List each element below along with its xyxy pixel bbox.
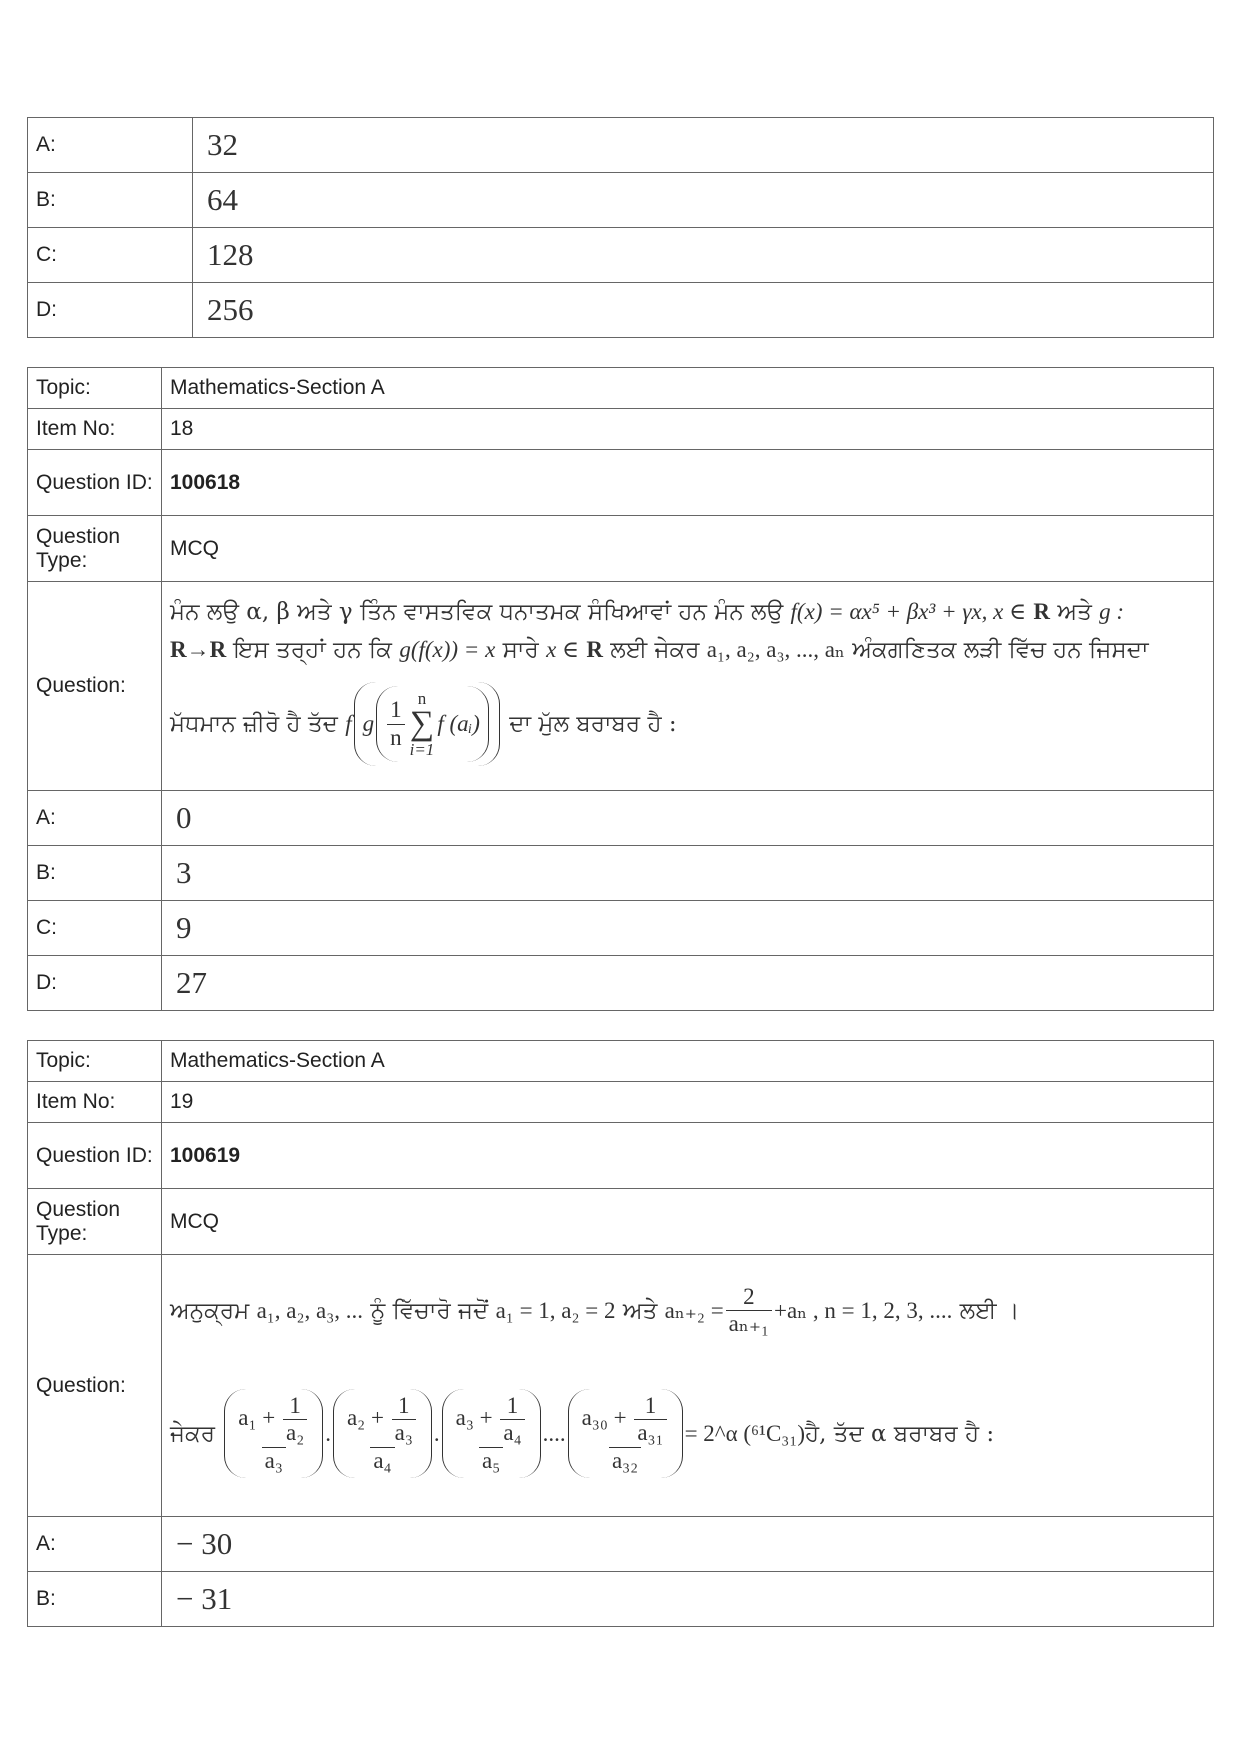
item-no-label: Item No:	[28, 409, 162, 450]
q19-factor-4-fraction	[579, 1393, 672, 1474]
q18-text-line2-d: ਅੰਕਗਣਿਤਕ ਲੜੀ ਵਿੱਚ ਹਨ ਜਿਸਦਾ	[852, 637, 1149, 663]
q19-question-id-value: 100619	[162, 1123, 1214, 1189]
q19-factor-2	[333, 1389, 432, 1478]
q19-text-line2-b: ਹੈ, ਤੱਦ α ਬਰਾਬਰ ਹੈ :	[805, 1420, 995, 1447]
q18-summation-lower: i=1	[409, 740, 435, 759]
q19-factor-3-inner	[500, 1393, 524, 1447]
q18-function-g-symbol: g :	[1099, 599, 1125, 624]
question-id-label: Question ID:	[28, 450, 162, 516]
q19-ellipsis: ....	[542, 1420, 566, 1446]
option-c-label: C:	[28, 228, 193, 283]
q19-text-line1-c: ਲਈ ।	[959, 1297, 1020, 1324]
q19-option-a-value: − 30	[162, 1517, 1214, 1572]
q18-function-f-definition: f(x) = αx⁵ + βx³ + γx, x ∈	[790, 599, 1027, 624]
q17-options-table	[27, 117, 1214, 338]
q19-factor-2-fraction	[344, 1393, 421, 1474]
q18-item-no-value: 18	[162, 409, 1214, 450]
q18-question-text	[162, 582, 1214, 791]
q18-text-line3-a: ਮੱਧਮਾਨ ਜ਼ੀਰੋ ਹੈ ਤੱਦ	[170, 711, 338, 737]
q18-one-over-n	[387, 697, 405, 751]
q18-mapping-r-to-r: R→R	[170, 637, 227, 662]
q18-option-b-value: 3	[162, 846, 1214, 901]
q19-initial-terms: a₁ = 1, a₂ = 2	[495, 1297, 616, 1323]
q19-rhs: = 2^α (⁶¹C₃₁)	[684, 1420, 805, 1446]
q19-factor-1-inner-num: 1	[289, 1392, 301, 1418]
q19-option-b-value: − 31	[162, 1572, 1214, 1627]
q19-factor-1-num-text: a₁ +	[238, 1405, 276, 1431]
q19-item-no-value: 19	[162, 1082, 1214, 1123]
q18-summation	[410, 690, 435, 758]
q19-factor-1	[224, 1389, 323, 1478]
q19-factor-2-inner-num: 1	[398, 1392, 410, 1418]
q18-option-d-value: 27	[162, 956, 1214, 1011]
q18-one-over-n-numerator: 1	[390, 697, 402, 723]
question-id-label: Question ID:	[28, 1123, 162, 1189]
q19-factor-1-fraction	[235, 1393, 312, 1474]
q19-text-line1-a: ਅਨੁਕ੍ਰਮ	[170, 1297, 250, 1324]
option-a-label: A:	[28, 791, 162, 846]
q18-text-line3-b: ਦਾ ਮੁੱਲ ਬਰਾਬਰ ਹੈ :	[509, 711, 677, 737]
option-d-label: D:	[28, 956, 162, 1011]
q18-inner-bracket	[376, 686, 489, 762]
question-label: Question:	[28, 1255, 162, 1517]
q19-factor-4-inner-num: 1	[644, 1392, 657, 1418]
question-type-label: Question Type:	[28, 516, 162, 582]
topic-label: Topic:	[28, 1041, 162, 1082]
q19-recurrence-fraction	[726, 1284, 772, 1338]
q19-topic-value: Mathematics-Section A	[162, 1041, 1214, 1082]
q18-summation-sigma: ∑	[409, 705, 435, 742]
q19-text-and: ਅਤੇ	[622, 1297, 658, 1324]
q18-option-c-value: 9	[162, 901, 1214, 956]
q19-factor-3-inner-den: a₄	[500, 1419, 524, 1446]
option-a-label: A:	[28, 118, 193, 173]
q18-question-type-value: MCQ	[162, 516, 1214, 582]
q18-outer-f: f	[345, 711, 352, 736]
question-label: Question:	[28, 582, 162, 791]
q18-real-set-symbol: R	[1033, 599, 1051, 624]
q19-factor-4-numerator	[579, 1393, 672, 1447]
q19-factor-3-fraction	[453, 1393, 530, 1474]
q17-option-c-value: 128	[193, 228, 1214, 283]
q18-text-line2-b: ਸਾਰੇ	[502, 637, 539, 663]
question-type-label: Question Type:	[28, 1189, 162, 1255]
q19-dot-1: .	[325, 1420, 331, 1446]
option-a-label: A:	[28, 1517, 162, 1572]
q17-option-a-value: 32	[193, 118, 1214, 173]
q19-factor-2-numerator	[344, 1393, 421, 1447]
q19-factor-2-inner-den: a₃	[392, 1419, 416, 1446]
q19-factor-3-denominator: a₅	[479, 1447, 503, 1474]
option-b-label: B:	[28, 1572, 162, 1627]
q19-recurrence-denominator: aₙ₊₁	[726, 1310, 772, 1337]
q19-dot-2: .	[433, 1420, 440, 1446]
q19-factor-3-inner-num: 1	[506, 1392, 519, 1418]
q19-question-type-value: MCQ	[162, 1189, 1214, 1255]
option-c-label: C:	[28, 901, 162, 956]
q19-text-line1-b: ਨੂੰ ਵਿੱਚਾਰੋ ਜਦੋਂ	[370, 1297, 489, 1324]
q18-option-a-value: 0	[162, 791, 1214, 846]
q19-factor-1-denominator: a₃	[262, 1447, 286, 1474]
q18-x-in: x ∈	[546, 637, 580, 662]
q18-composition-equation: g(f(x)) = x	[399, 637, 496, 662]
q19-factor-4	[568, 1389, 683, 1478]
option-b-label: B:	[28, 846, 162, 901]
q18-f-of-ai: f (aᵢ)	[437, 711, 480, 736]
q19-factor-2-inner	[392, 1393, 416, 1447]
q19-factor-2-denominator: a₄	[370, 1447, 394, 1474]
q18-text-line2-a: ਇਸ ਤਰ੍ਹਾਂ ਹਨ ਕਿ	[233, 637, 392, 663]
q19-text-line2-a: ਜੇਕਰ	[170, 1420, 215, 1447]
q17-option-d-row	[28, 283, 1214, 338]
q18-text-and: ਅਤੇ	[1057, 599, 1092, 625]
q19-factor-3-numerator	[453, 1393, 530, 1447]
q17-option-d-value: 256	[193, 283, 1214, 338]
q18-one-over-n-denominator: n	[387, 724, 405, 751]
q19-factor-4-inner-den: a₃₁	[634, 1419, 666, 1446]
option-d-label: D:	[28, 283, 193, 338]
q18-text-line1-a: ਮੰਨ ਲਉ α, β ਅਤੇ γ ਤਿੰਨ ਵਾਸਤਵਿਕ ਧਨਾਤਮਕ ਸੰਖਿਆਵਾਂ ਹਨ ਮੰਨ ਲਉ	[170, 599, 784, 625]
topic-label: Topic:	[28, 368, 162, 409]
q19-factor-1-numerator	[235, 1393, 312, 1447]
q19-factor-4-num-text: a₃₀ +	[581, 1405, 627, 1431]
q17-option-b-row	[28, 173, 1214, 228]
q18-sequence: a₁, a₂, a₃, ..., aₙ	[706, 637, 845, 662]
q17-option-a-row	[28, 118, 1214, 173]
q19-recurrence-lhs: aₙ₊₂ =	[664, 1297, 724, 1323]
q19-factor-4-denominator: a₃₂	[609, 1447, 641, 1474]
q19-factor-4-inner	[634, 1393, 666, 1447]
q18-summation-upper: n	[417, 689, 427, 708]
q18-outer-bracket	[354, 682, 500, 766]
q19-factor-3-num-text: a₃ +	[455, 1405, 493, 1431]
q19-factor-3	[442, 1389, 541, 1478]
q19-question-text	[162, 1255, 1214, 1517]
q19-sequence: a₁, a₂, a₃, ...	[256, 1297, 363, 1323]
q18-topic-value: Mathematics-Section A	[162, 368, 1214, 409]
option-b-label: B:	[28, 173, 193, 228]
q17-option-c-row	[28, 228, 1214, 283]
q19-recurrence-numerator: 2	[743, 1283, 755, 1309]
q19-factor-1-inner-den: a₂	[283, 1419, 307, 1446]
q18-g-symbol: g	[362, 711, 375, 736]
q18-table	[27, 367, 1214, 1011]
q19-factor-2-num-text: a₂ +	[346, 1405, 384, 1431]
q19-recurrence-rest: +aₙ , n = 1, 2, 3, ....	[774, 1297, 953, 1323]
q18-question-id-value: 100618	[162, 450, 1214, 516]
item-no-label: Item No:	[28, 1082, 162, 1123]
q18-real-set-symbol-2: R	[586, 637, 603, 662]
q18-text-line2-c: ਲਈ ਜੇਕਰ	[610, 637, 700, 663]
q17-option-b-value: 64	[193, 173, 1214, 228]
q19-table	[27, 1040, 1214, 1627]
q19-factor-1-inner	[283, 1393, 307, 1447]
